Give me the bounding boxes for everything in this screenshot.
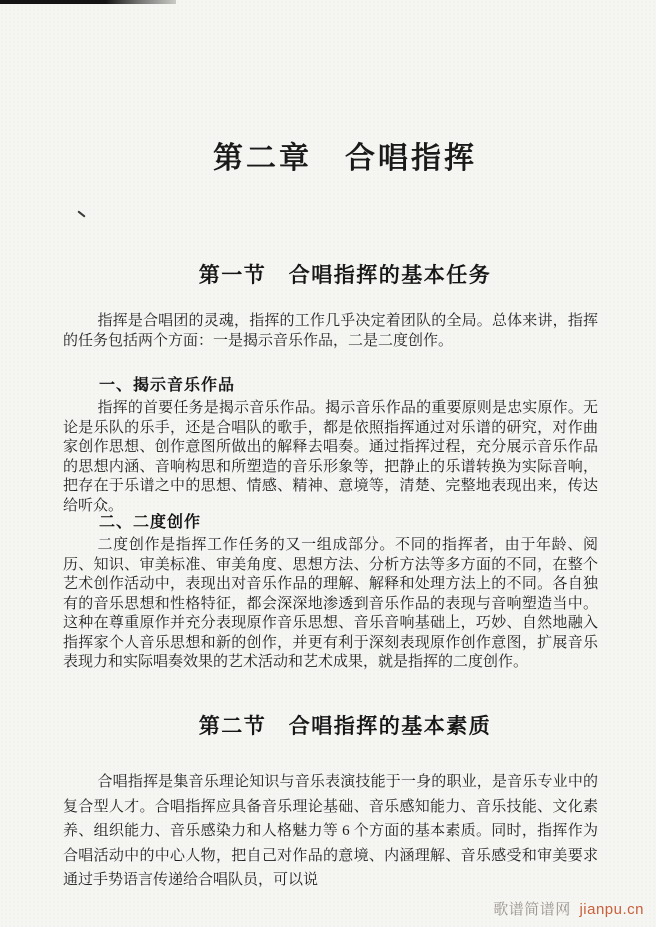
section-1-intro-paragraph: 指挥是合唱团的灵魂，指挥的工作几乎决定着团队的全局。总体来讲，指挥的任务包括两个方面：一是揭示音乐作品，二是二度创作。 — [63, 313, 598, 349]
chapter-title: 第二章 合唱指挥 — [213, 142, 477, 175]
section-2-intro-paragraph: 合唱指挥是集音乐理论知识与音乐表演技能于一身的职业，是音乐专业中的复合型人才。合唱指挥应具备音乐理论基础、音乐感知能力、音乐技能、文化素养、组织能力、音乐感染力和人格魅力等 6 个方面的基本素质。同时，指挥作为合唱活动中的中心人物，把自己对作品的意境、内涵理解、音乐感受和审美要求通过手势语言传递给合唱队员，可以说 — [63, 774, 598, 888]
watermark-site-name: 歌谱简谱网 — [493, 901, 571, 918]
subsection-2-paragraph: 二度创作是指挥工作任务的又一组成部分。不同的指挥者，由于年龄、阅历、知识、审美标准、审美角度、思想方法、分析方法等多方面的不同，在整个艺术创作活动中，表现出对音乐作品的理解、解释和处理方法上的不同。各自独有的音乐思想和性格特征，都会深深地渗透到音乐作品的表现与音响塑造当中。这种在尊重原作并充分表现原作音乐思想、音乐音响基础上，巧妙、自然地融入指挥家个人音乐思想和新的创作，并更有利于深刻表现原作创作意图，扩展音乐表现力和实际唱奏效果的艺术活动和艺术成果，就是指挥的二度创作。 — [63, 537, 598, 670]
section-2-title: 第二节 合唱指挥的基本素质 — [198, 714, 492, 738]
scan-artifact-strip — [0, 0, 176, 4]
subsection-1-heading: 一、揭示音乐作品 — [99, 377, 236, 394]
subsection-2-heading: 二、二度创作 — [99, 514, 202, 531]
watermark-site-url: jianpu.cn — [579, 901, 644, 918]
subsection-1-paragraph: 指挥的首要任务是揭示音乐作品。揭示音乐作品的重要原则是忠实原作。无论是乐队的乐手，还是合唱队的歌手，都是依照指挥通过对乐谱的研究，对作曲家创作思想、创作意图所做出的解释去唱奏。通过指挥过程，充分展示音乐作品的思想内涵、音响构思和所塑造的音乐形象等，把静止的乐谱转换为实际音响，把存在于乐谱之中的思想、情感、精神、意境等，清楚、完整地表现出来，传达给听众。 — [63, 400, 598, 514]
stray-ink-mark — [77, 210, 85, 217]
section-1-title: 第一节 合唱指挥的基本任务 — [198, 263, 492, 287]
watermark — [493, 898, 644, 919]
